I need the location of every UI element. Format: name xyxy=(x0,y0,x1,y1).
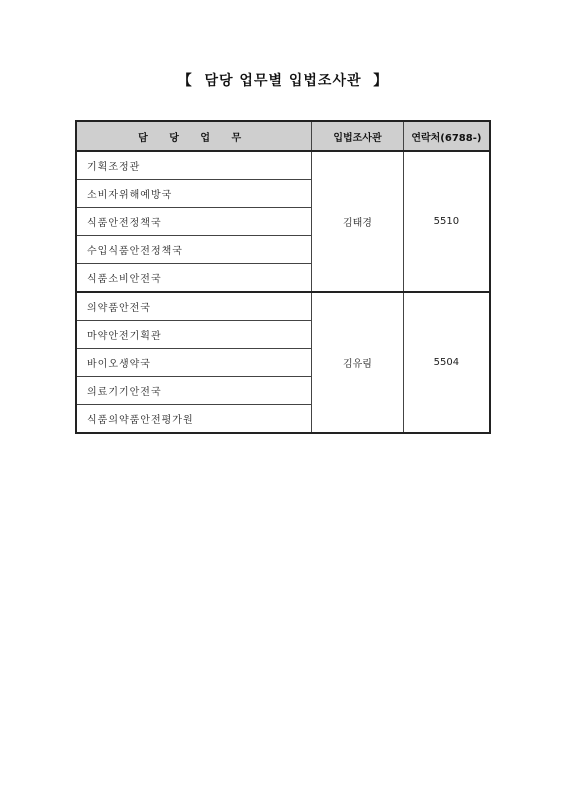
page-title xyxy=(0,70,566,90)
department-cell: 수입식품안전정책국 xyxy=(76,236,312,264)
header-contact: 연락처(6788-) xyxy=(403,121,490,151)
header-officer: 입법조사관 xyxy=(312,121,404,151)
title-text: 담당 업무별 입법조사관 xyxy=(204,73,362,89)
phone-cell: 5510 xyxy=(403,151,490,292)
department-cell: 기획조정관 xyxy=(76,151,312,180)
table-row xyxy=(76,292,490,321)
department-cell: 바이오생약국 xyxy=(76,349,312,377)
department-cell: 마약안전기획관 xyxy=(76,321,312,349)
department-cell: 소비자위해예방국 xyxy=(76,180,312,208)
officer-cell: 김태경 xyxy=(312,151,404,292)
table-row xyxy=(76,151,490,180)
officer-cell: 김유림 xyxy=(312,292,404,433)
title-open-bracket: 【 xyxy=(177,73,193,89)
title-close-bracket: 】 xyxy=(373,73,389,89)
department-cell: 의료기기안전국 xyxy=(76,377,312,405)
header-row xyxy=(76,121,490,151)
department-cell: 식품소비안전국 xyxy=(76,264,312,293)
department-cell: 의약품안전국 xyxy=(76,292,312,321)
department-cell: 식품안전정책국 xyxy=(76,208,312,236)
department-cell: 식품의약품안전평가원 xyxy=(76,405,312,434)
header-duty: 담 당 업 무 xyxy=(76,121,312,151)
phone-cell: 5504 xyxy=(403,292,490,433)
duty-table xyxy=(75,120,491,434)
